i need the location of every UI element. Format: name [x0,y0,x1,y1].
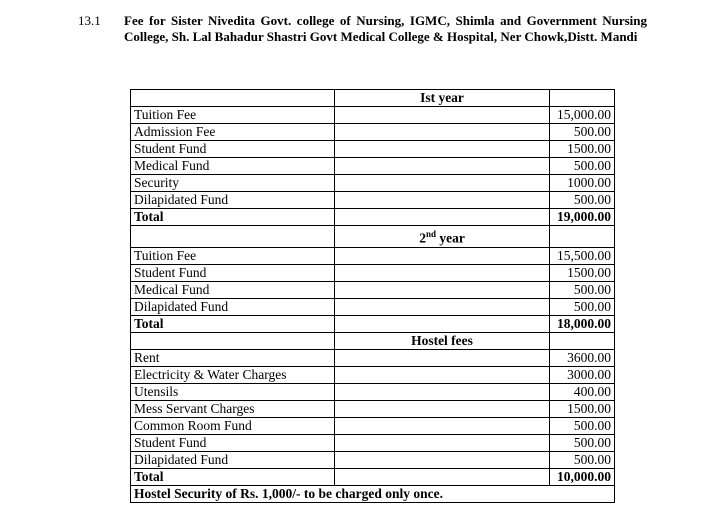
empty-cell [335,141,550,158]
fee-label: Medical Fund [131,281,335,298]
hostel-header: Hostel fees [335,332,550,349]
first-year-fee-row [131,192,615,209]
empty-cell [335,298,550,315]
fee-label: Student Fund [131,141,335,158]
fee-amount: 15,500.00 [550,247,615,264]
fee-label: Admission Fee [131,124,335,141]
empty-cell [335,247,550,264]
fee-label: Security [131,175,335,192]
hostel-fee-row [131,349,615,366]
fee-amount: 400.00 [550,383,615,400]
empty-cell [335,175,550,192]
fee-table [130,89,615,503]
second-year-header-row [131,226,615,248]
fee-label: Tuition Fee [131,247,335,264]
fee-label: Dilapidated Fund [131,451,335,468]
fee-amount: 1500.00 [550,141,615,158]
empty-cell [335,107,550,124]
first-year-header-row [131,90,615,107]
header-blank-cell [550,332,615,349]
fee-label: Common Room Fund [131,417,335,434]
fee-label: Student Fund [131,264,335,281]
header-blank-cell [131,332,335,349]
fee-label: Medical Fund [131,158,335,175]
total-label: Total [131,209,335,226]
fee-label: Utensils [131,383,335,400]
second-year-header [335,226,550,248]
empty-cell [335,124,550,141]
empty-cell [335,264,550,281]
empty-cell [335,192,550,209]
total-amount: 18,000.00 [550,315,615,332]
hostel-fee-row [131,434,615,451]
empty-cell [335,281,550,298]
total-amount: 19,000.00 [550,209,615,226]
fee-amount: 1500.00 [550,400,615,417]
empty-cell [335,434,550,451]
fee-label: Student Fund [131,434,335,451]
total-label: Total [131,468,335,485]
fee-amount: 3600.00 [550,349,615,366]
fee-amount: 500.00 [550,434,615,451]
hostel-header-row [131,332,615,349]
header-blank-cell [131,90,335,107]
fee-amount: 500.00 [550,417,615,434]
empty-cell [335,383,550,400]
hostel-note-row [131,485,615,502]
fee-amount: 500.00 [550,451,615,468]
fee-label: Rent [131,349,335,366]
fee-amount: 500.00 [550,281,615,298]
fee-amount: 500.00 [550,124,615,141]
total-amount: 10,000.00 [550,468,615,485]
second-year-word: year [439,230,465,246]
first-year-fee-row [131,175,615,192]
second-year-fee-row [131,298,615,315]
header-blank-cell [550,226,615,248]
hostel-fee-row [131,417,615,434]
empty-cell [335,468,550,485]
fee-amount: 1000.00 [550,175,615,192]
second-year-ordinal: 2 [419,230,426,246]
hostel-fee-row [131,366,615,383]
fee-label: Dilapidated Fund [131,192,335,209]
section-title: Fee for Sister Nivedita Govt. college of Nursing, IGMC, Shimla and Government Nursing College, Sh. Lal Bahadur Shastri Govt Medical College & Hospital, Ner Chowk,Distt. Mandi [124,13,647,44]
hostel-security-note: Hostel Security of Rs. 1,000/- to be charged only once. [131,485,615,502]
first-year-fee-row [131,124,615,141]
total-label: Total [131,315,335,332]
fee-label: Dilapidated Fund [131,298,335,315]
hostel-fee-row [131,383,615,400]
empty-cell [335,158,550,175]
hostel-total-row [131,468,615,485]
section-number: 13.1 [78,13,101,28]
fee-amount: 15,000.00 [550,107,615,124]
fee-label: Tuition Fee [131,107,335,124]
first-year-fee-row [131,141,615,158]
second-year-fee-row [131,247,615,264]
second-year-fee-row [131,264,615,281]
hostel-fee-row [131,451,615,468]
empty-cell [335,400,550,417]
empty-cell [335,417,550,434]
header-blank-cell [550,90,615,107]
fee-label: Mess Servant Charges [131,400,335,417]
fee-amount: 500.00 [550,298,615,315]
first-year-total-row [131,209,615,226]
fee-amount: 500.00 [550,192,615,209]
second-year-total-row [131,315,615,332]
empty-cell [335,209,550,226]
second-year-fee-row [131,281,615,298]
first-year-fee-row [131,158,615,175]
second-year-ordinal-suffix: nd [425,229,436,239]
fee-table-body [131,90,615,503]
empty-cell [335,451,550,468]
fee-amount: 1500.00 [550,264,615,281]
first-year-header: Ist year [335,90,550,107]
hostel-fee-row [131,400,615,417]
empty-cell [335,315,550,332]
empty-cell [335,366,550,383]
empty-cell [335,349,550,366]
header-blank-cell [131,226,335,248]
fee-amount: 3000.00 [550,366,615,383]
first-year-fee-row [131,107,615,124]
fee-amount: 500.00 [550,158,615,175]
fee-label: Electricity & Water Charges [131,366,335,383]
